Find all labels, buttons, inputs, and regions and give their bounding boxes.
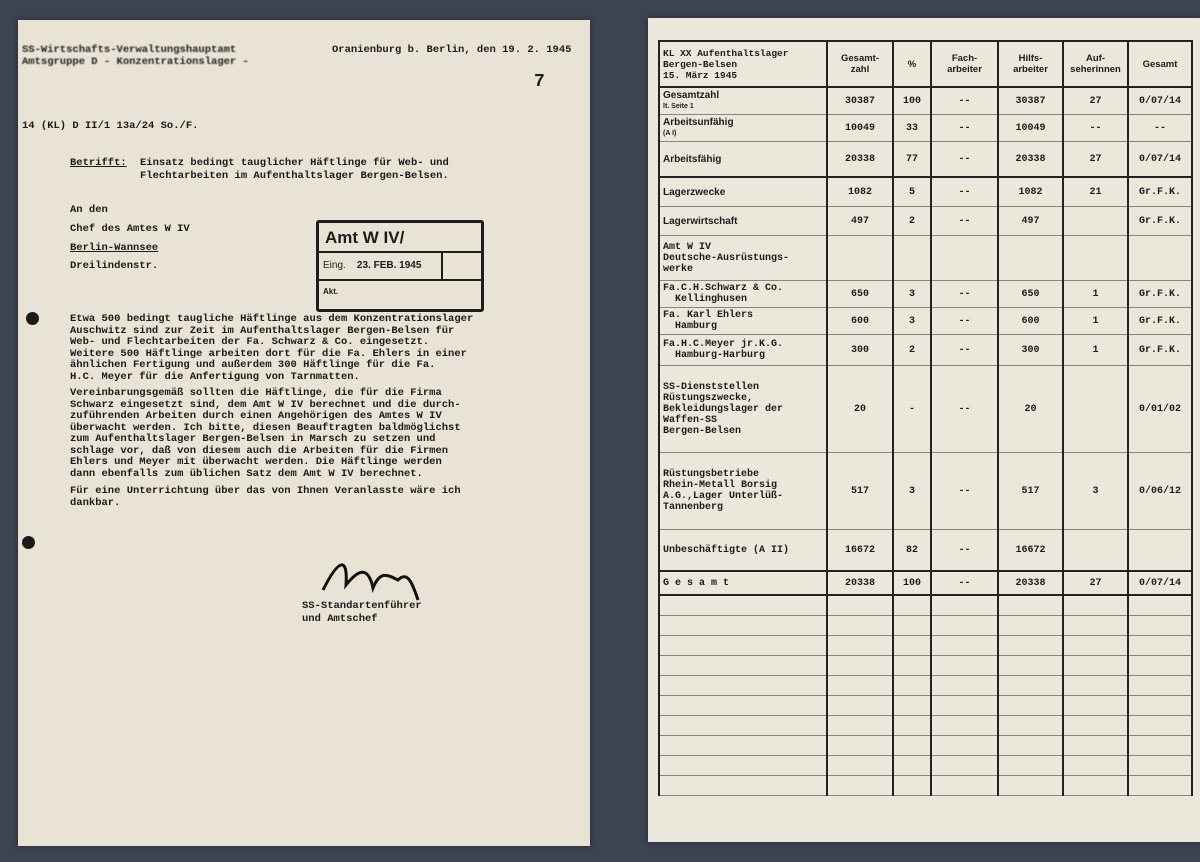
column-header: Hilfs- arbeiter — [998, 41, 1063, 87]
table-cell: 5 — [893, 177, 931, 207]
subject: Einsatz bedingt tauglicher Häftlinge für Web- und Flechtarbeiten im Aufenthaltslager Bergen-Belsen. — [140, 157, 449, 182]
row-label-text: Gesamtzahl — [663, 90, 720, 101]
empty-row — [659, 656, 1192, 676]
empty-cell — [931, 676, 998, 696]
empty-cell — [827, 716, 893, 736]
address-line: An den — [70, 204, 108, 216]
empty-cell — [998, 676, 1063, 696]
empty-cell — [893, 776, 931, 796]
table-cell: -- — [1128, 115, 1192, 142]
table-page — [648, 18, 1200, 842]
empty-cell — [1063, 636, 1128, 656]
empty-cell — [659, 716, 827, 736]
table-row — [659, 308, 1192, 335]
empty-cell — [893, 616, 931, 636]
table-row — [659, 453, 1192, 530]
table-cell: 20338 — [998, 571, 1063, 595]
empty-cell — [931, 716, 998, 736]
empty-cell — [827, 656, 893, 676]
row-label: Unbeschäftigte (A II) — [659, 530, 827, 572]
row-label: Lagerzwecke — [659, 177, 827, 207]
table-cell: Gr.F.K. — [1128, 335, 1192, 366]
table-cell: 20 — [998, 366, 1063, 453]
table-cell: 600 — [827, 308, 893, 335]
table-cell: 16672 — [998, 530, 1063, 572]
table-cell: -- — [931, 87, 998, 115]
empty-cell — [998, 656, 1063, 676]
table-cell: Gr.F.K. — [1128, 281, 1192, 308]
table-row — [659, 281, 1192, 308]
table-row — [659, 207, 1192, 236]
table-cell: 517 — [998, 453, 1063, 530]
empty-cell — [893, 656, 931, 676]
table-cell: -- — [931, 207, 998, 236]
empty-cell — [893, 716, 931, 736]
empty-cell — [1063, 616, 1128, 636]
address-line: Berlin-Wannsee — [70, 242, 159, 254]
empty-cell — [931, 696, 998, 716]
table-cell: 30387 — [998, 87, 1063, 115]
empty-cell — [893, 696, 931, 716]
table-cell: 27 — [1063, 142, 1128, 178]
column-header: Auf- seherinnen — [1063, 41, 1128, 87]
table-cell: 0/07/14 — [1128, 87, 1192, 115]
table-cell — [1063, 207, 1128, 236]
table-cell — [931, 236, 998, 281]
table-cell: 3 — [1063, 453, 1128, 530]
table-cell: 27 — [1063, 571, 1128, 595]
letterhead-org: SS-Wirtschafts-Verwaltungshauptamt — [22, 44, 237, 56]
empty-cell — [998, 716, 1063, 736]
table-cell: 0/07/14 — [1128, 142, 1192, 178]
empty-cell — [931, 636, 998, 656]
table-cell: - — [893, 366, 931, 453]
row-label: Fa. Karl Ehlers Hamburg — [659, 308, 827, 335]
table-row — [659, 115, 1192, 142]
table-row — [659, 87, 1192, 115]
table-row — [659, 335, 1192, 366]
table-cell: 100 — [893, 571, 931, 595]
paragraph: Etwa 500 bedingt taugliche Häftlinge aus dem Konzentrationslager Auschwitz sind zur Zeit im Aufenthaltslager Bergen-Belsen für Web- und Flechtarbeiten der Fa. Schwarz & Co. eingesetzt. Weitere 500 Häftlinge arbeiten dort für die Fa. Ehlers in einer ähnlichen Fertigung und außerdem 300 Häftlinge für die Fa. H.C. Meyer für die Anfertigung von Tarnmatten. — [70, 313, 474, 383]
row-label: Rüstungsbetriebe Rhein-Metall Borsig A.G.,Lager Unterlüß- Tannenberg — [659, 453, 827, 530]
table-row — [659, 236, 1192, 281]
empty-cell — [1063, 736, 1128, 756]
empty-cell — [931, 736, 998, 756]
empty-cell — [1128, 776, 1192, 796]
empty-cell — [893, 736, 931, 756]
punch-hole — [26, 312, 39, 325]
table-row — [659, 177, 1192, 207]
empty-cell — [827, 616, 893, 636]
table-cell: 1082 — [998, 177, 1063, 207]
row-label: SS-Dienststellen Rüstungszwecke, Bekleidungslager der Waffen-SS Bergen-Belsen — [659, 366, 827, 453]
empty-cell — [827, 776, 893, 796]
table-cell: 497 — [827, 207, 893, 236]
table-cell — [1063, 366, 1128, 453]
empty-cell — [659, 756, 827, 776]
labor-table — [658, 40, 1193, 796]
table-cell: 100 — [893, 87, 931, 115]
table-cell: 2 — [893, 335, 931, 366]
empty-cell — [1128, 716, 1192, 736]
row-label — [659, 87, 827, 115]
address-line: Dreilindenstr. — [70, 260, 159, 272]
table-cell: 300 — [998, 335, 1063, 366]
column-header: Fach- arbeiter — [931, 41, 998, 87]
table-cell: 3 — [893, 308, 931, 335]
empty-cell — [931, 616, 998, 636]
row-sublabel: (A I) — [663, 130, 677, 137]
row-label: Lagerwirtschaft — [659, 207, 827, 236]
table-cell: 82 — [893, 530, 931, 572]
table-cell: 0/01/02 — [1128, 366, 1192, 453]
table-cell — [1063, 530, 1128, 572]
table-row — [659, 366, 1192, 453]
table-cell — [827, 236, 893, 281]
row-label: Arbeitsfähig — [659, 142, 827, 178]
stamp-title: Amt W IV/ — [319, 223, 481, 253]
table-cell: 0/06/12 — [1128, 453, 1192, 530]
empty-cell — [998, 756, 1063, 776]
empty-cell — [1063, 696, 1128, 716]
row-label: Fa.C.H.Schwarz & Co. Kellinghusen — [659, 281, 827, 308]
table-cell: Gr.F.K. — [1128, 308, 1192, 335]
table-cell: Gr.F.K. — [1128, 207, 1192, 236]
empty-cell — [1128, 696, 1192, 716]
table-cell: 1082 — [827, 177, 893, 207]
table-row — [659, 571, 1192, 595]
empty-row — [659, 736, 1192, 756]
column-header: Gesamt — [1128, 41, 1192, 87]
row-label-text: Arbeitsunfähig — [663, 117, 734, 128]
table-cell — [893, 236, 931, 281]
table-cell: 27 — [1063, 87, 1128, 115]
empty-cell — [659, 776, 827, 796]
table-cell: 20 — [827, 366, 893, 453]
address-line: Chef des Amtes W IV — [70, 223, 190, 235]
empty-row — [659, 756, 1192, 776]
empty-cell — [659, 616, 827, 636]
empty-cell — [931, 595, 998, 616]
table-cell — [1128, 236, 1192, 281]
empty-cell — [827, 756, 893, 776]
empty-cell — [827, 636, 893, 656]
empty-cell — [931, 656, 998, 676]
received-stamp — [316, 220, 484, 312]
table-cell — [1128, 530, 1192, 572]
table-cell: -- — [931, 142, 998, 178]
table-cell: -- — [931, 571, 998, 595]
empty-row — [659, 776, 1192, 796]
empty-cell — [893, 636, 931, 656]
empty-cell — [659, 595, 827, 616]
empty-row — [659, 676, 1192, 696]
signature-title: SS-Standartenführer und Amtschef — [302, 600, 422, 625]
table-cell: 300 — [827, 335, 893, 366]
table-cell: -- — [931, 335, 998, 366]
empty-cell — [931, 776, 998, 796]
table-cell — [998, 236, 1063, 281]
empty-cell — [827, 736, 893, 756]
empty-cell — [659, 696, 827, 716]
place-date: Oranienburg b. Berlin, den 19. 2. 1945 — [332, 44, 572, 56]
page-number: 7 — [534, 72, 545, 92]
empty-cell — [1128, 616, 1192, 636]
table-cell: 33 — [893, 115, 931, 142]
table-cell: 3 — [893, 281, 931, 308]
table-cell: -- — [931, 308, 998, 335]
empty-cell — [1128, 736, 1192, 756]
table-cell: -- — [931, 115, 998, 142]
empty-cell — [1063, 776, 1128, 796]
empty-cell — [1128, 595, 1192, 616]
stamp-eing-label: Eing. — [323, 260, 346, 271]
empty-cell — [998, 776, 1063, 796]
empty-cell — [659, 636, 827, 656]
reference: 14 (KL) D II/1 13a/24 So./F. — [22, 120, 199, 132]
table-cell: -- — [1063, 115, 1128, 142]
table-cell: 3 — [893, 453, 931, 530]
table-cell: Gr.F.K. — [1128, 177, 1192, 207]
empty-cell — [1063, 676, 1128, 696]
table-cell: 517 — [827, 453, 893, 530]
table-cell: -- — [931, 366, 998, 453]
empty-cell — [659, 676, 827, 696]
table-cell: 20338 — [998, 142, 1063, 178]
row-sublabel: lt. Seite 1 — [663, 103, 694, 110]
column-header: % — [893, 41, 931, 87]
table-cell: -- — [931, 530, 998, 572]
table-cell: -- — [931, 281, 998, 308]
empty-cell — [998, 595, 1063, 616]
table-cell — [1063, 236, 1128, 281]
table-cell: 77 — [893, 142, 931, 178]
stamp-date: 23. FEB. 1945 — [356, 260, 422, 271]
table-cell: -- — [931, 453, 998, 530]
empty-cell — [1128, 636, 1192, 656]
empty-cell — [1063, 756, 1128, 776]
table-cell: 10049 — [998, 115, 1063, 142]
punch-hole — [22, 536, 35, 549]
letter-page — [18, 20, 590, 846]
empty-cell — [1128, 756, 1192, 776]
empty-row — [659, 696, 1192, 716]
stamp-akt-label: Akt. — [323, 287, 339, 296]
empty-cell — [893, 756, 931, 776]
table-cell: 1 — [1063, 335, 1128, 366]
empty-cell — [827, 676, 893, 696]
table-cell: 1 — [1063, 308, 1128, 335]
table-cell: 650 — [998, 281, 1063, 308]
empty-row — [659, 595, 1192, 616]
empty-cell — [1128, 656, 1192, 676]
table-cell: 497 — [998, 207, 1063, 236]
table-cell: 30387 — [827, 87, 893, 115]
paragraph: Vereinbarungsgemäß sollten die Häftlinge, die für die Firma Schwarz eingesetzt sind, dem Amt W IV berechnet und die durch- zuführenden Arbeiten durch einen Angehörigen des Amtes W IV überwacht werden. Ich bitte, diesen Beauftragten baldmöglichst zum Aufenthaltslager Bergen-Belsen in Marsch zu setzen und schlage vor, daß von diesem auch die Arbeiten für die Firmen Ehlers und Meyer mit überwacht werden. Die Häftlinge werden dann ebenfalls zum üblichen Satz dem Amt W IV berechnet. — [70, 387, 461, 480]
table-cell: 2 — [893, 207, 931, 236]
empty-cell — [659, 656, 827, 676]
empty-cell — [1063, 716, 1128, 736]
table-cell: 1 — [1063, 281, 1128, 308]
empty-cell — [893, 595, 931, 616]
empty-cell — [1063, 595, 1128, 616]
paragraph: Für eine Unterrichtung über das von Ihnen Veranlasste wäre ich dankbar. — [70, 485, 461, 509]
column-header: KL XX Aufenthaltslager Bergen-Belsen 15. März 1945 — [659, 41, 827, 87]
row-label: Fa.H.C.Meyer jr.K.G. Hamburg-Harburg — [659, 335, 827, 366]
empty-cell — [659, 736, 827, 756]
empty-cell — [1063, 656, 1128, 676]
letterhead-group: Amtsgruppe D - Konzentrationslager - — [22, 56, 249, 68]
table-cell: 600 — [998, 308, 1063, 335]
table-cell: 20338 — [827, 142, 893, 178]
table-cell: 0/07/14 — [1128, 571, 1192, 595]
table-cell: 650 — [827, 281, 893, 308]
subject-label: Betrifft: — [70, 157, 127, 169]
table-cell: 21 — [1063, 177, 1128, 207]
empty-cell — [1128, 676, 1192, 696]
empty-cell — [931, 756, 998, 776]
table-row — [659, 142, 1192, 178]
table-cell: 20338 — [827, 571, 893, 595]
table-cell: 10049 — [827, 115, 893, 142]
empty-cell — [998, 636, 1063, 656]
table-cell: -- — [931, 177, 998, 207]
row-label — [659, 115, 827, 142]
table-row — [659, 530, 1192, 572]
empty-cell — [998, 616, 1063, 636]
table-cell: 16672 — [827, 530, 893, 572]
empty-row — [659, 636, 1192, 656]
empty-cell — [827, 595, 893, 616]
column-header: Gesamt- zahl — [827, 41, 893, 87]
empty-cell — [998, 696, 1063, 716]
empty-row — [659, 616, 1192, 636]
empty-cell — [893, 676, 931, 696]
empty-cell — [998, 736, 1063, 756]
empty-row — [659, 716, 1192, 736]
row-label: G e s a m t — [659, 571, 827, 595]
row-label: Amt W IV Deutsche-Ausrüstungs- werke — [659, 236, 827, 281]
empty-cell — [827, 696, 893, 716]
